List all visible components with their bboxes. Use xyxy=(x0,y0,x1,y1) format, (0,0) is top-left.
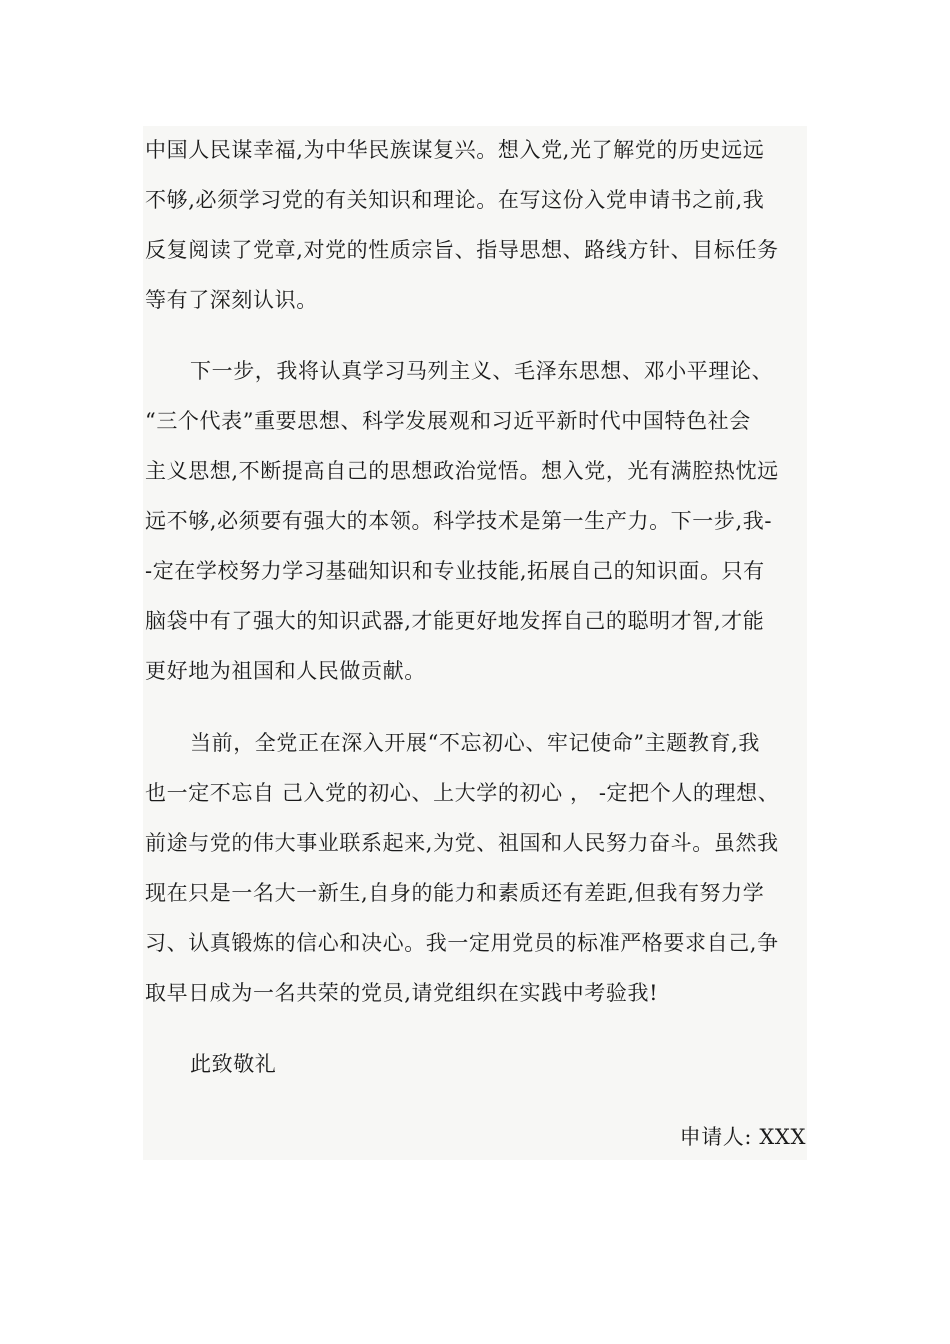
paragraph-2-line: 更好地为祖国和人民做贡献。 xyxy=(145,659,426,683)
paragraph-2-line: 远不够,必须要有强大的本领。科学技术是第一生产力。下一步,我- xyxy=(145,509,773,533)
signature: 申请人: XXX xyxy=(679,1125,806,1149)
paragraph-1-line: 反复阅读了党章,对党的性质宗旨、指导思想、路线方针、目标任务 xyxy=(145,238,779,262)
paragraph-1-line: 等有了深刻认识。 xyxy=(145,288,318,312)
closing-salutation: 此致敬礼 xyxy=(190,1052,277,1076)
paragraph-3-line: 前途与党的伟大事业联系起来,为党、祖国和人民努力奋斗。虽然我 xyxy=(145,831,779,855)
paragraph-3-line: 习、认真锻炼的信心和决心。我一定用党员的标准严格要求自己,争 xyxy=(145,931,779,955)
paragraph-1-line: 中国人民谋幸福,为中华民族谋复兴。想入党,光了解党的历史远远 xyxy=(145,138,765,162)
paragraph-2-line: “三个代表”重要思想、科学发展观和习近平新时代中国特色社会 xyxy=(145,409,751,433)
paragraph-2-line: 脑袋中有了强大的知识武器,才能更好地发挥自己的聪明才智,才能 xyxy=(145,609,765,633)
paragraph-3-line: 当前，全党正在深入开展“不忘初心、牢记使命”主题教育,我 xyxy=(190,731,760,755)
paragraph-2-line: -定在学校努力学习基础知识和专业技能,拓展自己的知识面。只有 xyxy=(145,559,765,583)
paragraph-1-line: 不够,必须学习党的有关知识和理论。在写这份入党申请书之前,我 xyxy=(145,188,765,212)
paragraph-2-line: 主义思想,不断提高自己的思想政治觉悟。想入党，光有满腔热忱远 xyxy=(145,459,779,483)
paragraph-3-line: 现在只是一名大一新生,自身的能力和素质还有差距,但我有努力学 xyxy=(145,881,765,905)
paragraph-2-line: 下一步，我将认真学习马列主义、毛泽东思想、邓小平理论、 xyxy=(190,359,774,383)
paragraph-3-line: 也一定不忘自 己入党的初心、上大学的初心 ， -定把个人的理想、 xyxy=(145,781,780,805)
paragraph-3-line: 取早日成为一名共荣的党员,请党组织在实践中考验我! xyxy=(145,981,659,1005)
